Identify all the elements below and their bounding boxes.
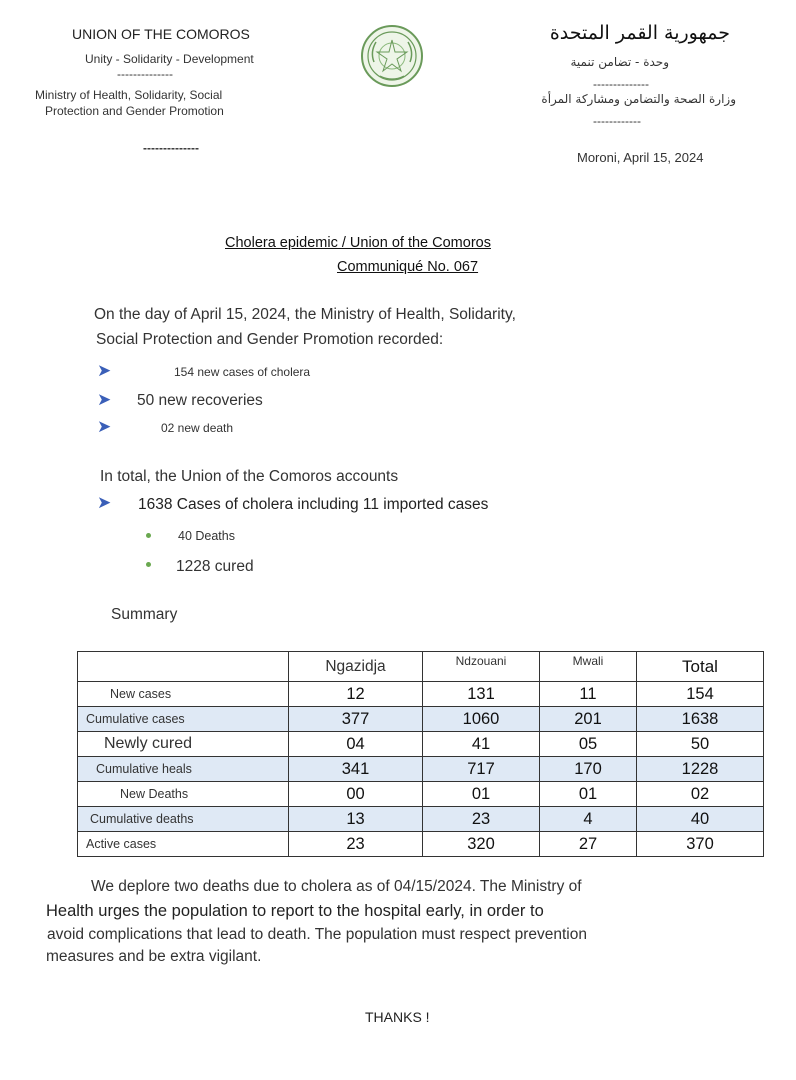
country-name-arabic: جمهورية القمر المتحدة	[549, 22, 730, 44]
daily-new-deaths: 02 new death	[161, 421, 234, 435]
communique-number: Communiqué No. 067	[337, 259, 479, 275]
row-label: Active cases	[78, 832, 289, 857]
communique-title: Cholera epidemic / Union of the Comoros	[225, 235, 491, 251]
total-deaths: 40 Deaths	[178, 529, 235, 543]
table-row	[78, 707, 764, 732]
table-cell: 13	[289, 807, 423, 832]
closing-line1: We deplore two deaths due to cholera as of 04/15/2024. The Ministry of	[91, 878, 582, 895]
table-cell: 23	[423, 807, 540, 832]
daily-new-cases: 154 new cases of cholera	[174, 365, 311, 379]
table-cell: 370	[637, 832, 764, 857]
summary-label: Summary	[111, 606, 178, 623]
table-cell: 11	[540, 682, 637, 707]
row-label: New Deaths	[78, 782, 289, 807]
closing-line2: Health urges the population to report to the hospital early, in order to	[46, 902, 544, 920]
row-label: New cases	[78, 682, 289, 707]
table-header-cell: Ndzouani	[423, 652, 540, 682]
place-and-date: Moroni, April 15, 2024	[577, 150, 704, 165]
arrow-bullet-icon: ➤	[97, 361, 112, 380]
table-row	[78, 732, 764, 757]
table-header-row	[78, 652, 764, 682]
row-label: Newly cured	[78, 732, 289, 757]
table-row	[78, 682, 764, 707]
table-cell: 01	[423, 782, 540, 807]
row-label: Cumulative cases	[78, 707, 289, 732]
table-header-cell: Mwali	[540, 652, 637, 682]
dot-bullet-icon	[146, 562, 151, 567]
table-cell: 05	[540, 732, 637, 757]
separator: --------------	[117, 67, 173, 81]
table-cell: 27	[540, 832, 637, 857]
table-row	[78, 807, 764, 832]
table-cell: 1060	[423, 707, 540, 732]
thanks-text: THANKS !	[365, 1009, 430, 1025]
total-cured: 1228 cured	[176, 558, 254, 575]
table-cell: 12	[289, 682, 423, 707]
table-cell: 717	[423, 757, 540, 782]
table-cell: 1228	[637, 757, 764, 782]
dot-bullet-icon	[146, 533, 151, 538]
ministry-name-arabic: وزارة الصحة والتضامن ومشاركة المرأة	[541, 92, 736, 106]
table-cell: 23	[289, 832, 423, 857]
table-cell: 131	[423, 682, 540, 707]
country-name: UNION OF THE COMOROS	[72, 26, 250, 42]
daily-new-recoveries: 50 new recoveries	[137, 392, 263, 409]
coat-of-arms-seal-icon	[360, 24, 424, 88]
table-cell: 00	[289, 782, 423, 807]
intro-line1: On the day of April 15, 2024, the Ministry of Health, Solidarity,	[94, 306, 516, 323]
table-header-cell: Total	[637, 652, 764, 682]
closing-line4: measures and be extra vigilant.	[46, 948, 262, 965]
row-label: Cumulative heals	[78, 757, 289, 782]
table-row	[78, 757, 764, 782]
arrow-bullet-icon: ➤	[97, 390, 112, 409]
national-motto: Unity - Solidarity - Development	[85, 52, 254, 66]
table-cell: 170	[540, 757, 637, 782]
table-header-cell	[78, 652, 289, 682]
table-cell: 201	[540, 707, 637, 732]
ministry-name-line2: Protection and Gender Promotion	[45, 104, 224, 118]
table-row	[78, 832, 764, 857]
table-cell: 341	[289, 757, 423, 782]
table-cell: 41	[423, 732, 540, 757]
table-cell: 02	[637, 782, 764, 807]
closing-line3: avoid complications that lead to death. The population must respect prevention	[47, 926, 587, 943]
table-row	[78, 782, 764, 807]
row-label: Cumulative deaths	[78, 807, 289, 832]
total-intro: In total, the Union of the Comoros accounts	[100, 468, 399, 485]
table-cell: 154	[637, 682, 764, 707]
table-cell: 4	[540, 807, 637, 832]
arrow-bullet-icon: ➤	[97, 417, 112, 436]
ministry-name-line1: Ministry of Health, Solidarity, Social	[35, 88, 223, 102]
separator: --------------	[143, 141, 199, 155]
separator: ------------	[593, 114, 641, 128]
table-cell: 320	[423, 832, 540, 857]
table-cell: 1638	[637, 707, 764, 732]
table-cell: 01	[540, 782, 637, 807]
table-cell: 40	[637, 807, 764, 832]
table-cell: 04	[289, 732, 423, 757]
intro-line2: Social Protection and Gender Promotion recorded:	[96, 331, 444, 348]
arrow-bullet-icon: ➤	[97, 493, 112, 512]
national-motto-arabic: وحدة - تضامن تنمية	[570, 55, 669, 69]
table-cell: 50	[637, 732, 764, 757]
total-cases: 1638 Cases of cholera including 11 imported cases	[138, 496, 489, 513]
summary-table	[77, 651, 764, 857]
table-header-cell: Ngazidja	[289, 652, 423, 682]
table-cell: 377	[289, 707, 423, 732]
separator: --------------	[593, 77, 649, 91]
